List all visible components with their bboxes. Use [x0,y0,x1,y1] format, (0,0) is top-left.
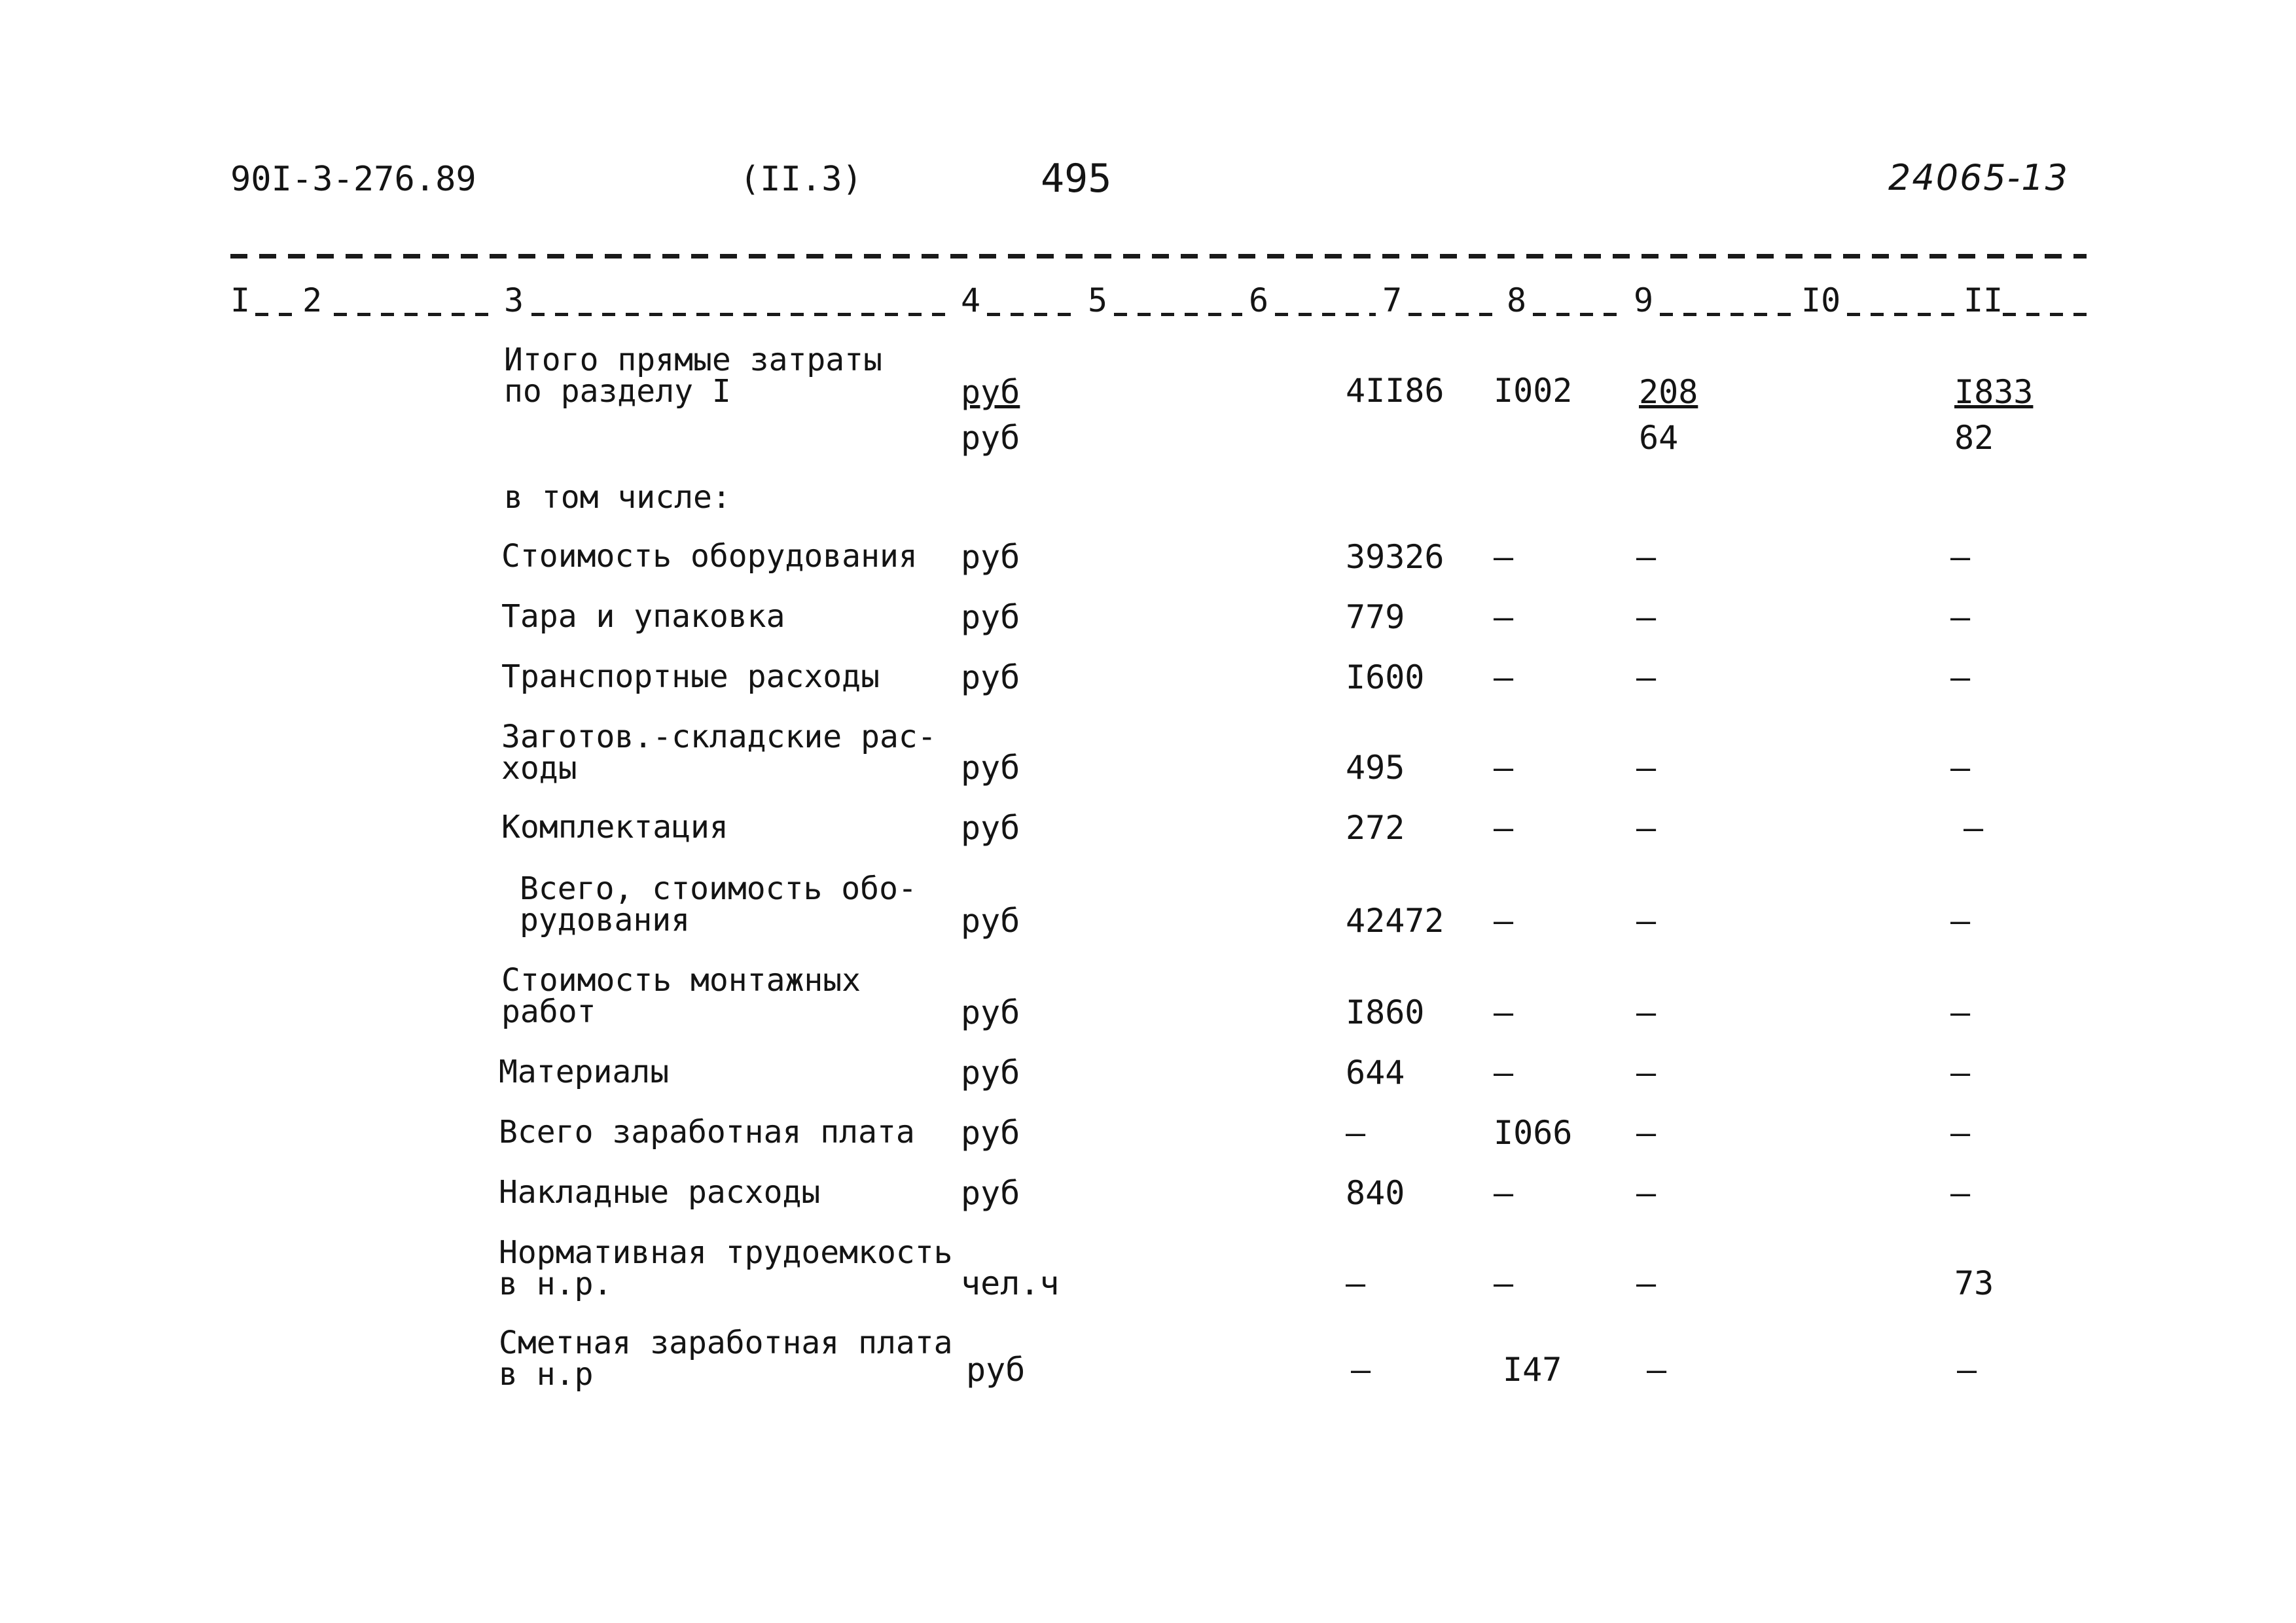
unit-cell: руб [961,598,1020,636]
column-8-cell: I066 [1494,1114,1573,1152]
row-label: Материалы [499,1054,670,1090]
row-label: Стоимость монтажных работ [501,962,861,1030]
column-9-cell: – [1636,1114,1657,1152]
handwritten-reference: 24065-13 [1888,157,2069,198]
column-9-cell: – [1636,993,1657,1031]
row-label: Нормативная трудоемкость в н.р. [499,1234,953,1302]
column-11-cell: – [1950,658,1971,696]
column-7-cell: 495 [1346,749,1405,787]
column-8-cell: – [1494,993,1514,1031]
unit-cell: руб [961,538,1020,576]
column-11-cell: – [1950,538,1971,576]
column-11-cell: – [1950,1114,1971,1152]
column-9-cell: – [1636,598,1657,636]
column-divider [531,313,950,316]
column-11-cell: – [1950,1174,1971,1212]
column-9-cell-secondary: 64 [1639,419,1679,457]
column-11-cell: I833 [1954,373,2034,411]
row-label: Тара и упаковка [501,598,785,635]
column-9-cell: – [1636,538,1657,576]
column-11-cell: – [1964,809,1984,847]
column-divider [2003,313,2087,316]
column-divider [1660,313,1795,316]
row-label: Всего, стоимость обо- рудования [520,870,917,938]
column-8-cell: – [1494,1054,1514,1092]
column-7-cell: – [1346,1114,1366,1152]
column-7-cell: 272 [1346,809,1405,847]
column-number: 9 [1634,281,1654,319]
column-number: 4 [961,281,981,319]
column-divider [255,313,295,316]
unit-cell: руб [961,373,1020,411]
column-7-cell: – [1346,1264,1366,1302]
column-divider [334,313,497,316]
column-9-cell: – [1636,902,1657,940]
column-8-cell: – [1494,902,1514,940]
column-9-cell: – [1647,1351,1667,1389]
column-number: 8 [1507,281,1527,319]
column-8-cell: I002 [1494,372,1573,410]
unit-cell: руб [961,1054,1020,1092]
column-number: 6 [1249,281,1269,319]
column-number: II [1964,281,2003,319]
column-divider [1533,313,1627,316]
row-label: Стоимость оборудования [501,538,918,575]
column-7-cell: 42472 [1346,902,1444,940]
column-11-cell-secondary: 82 [1954,419,1994,457]
column-11-cell: – [1950,749,1971,787]
column-7-cell: 779 [1346,598,1405,636]
column-9-cell: – [1636,1054,1657,1092]
column-7-cell: 840 [1346,1174,1405,1212]
column-7-cell: I860 [1346,993,1425,1031]
column-7-cell: 39326 [1346,538,1444,576]
column-8-cell: I47 [1503,1351,1562,1389]
unit-cell: руб [961,658,1020,696]
column-7-cell: 644 [1346,1054,1405,1092]
unit-cell: руб [961,1114,1020,1152]
column-divider [1275,313,1376,316]
column-number: 5 [1088,281,1108,319]
column-divider [987,313,1081,316]
unit-cell-secondary: руб [961,419,1020,457]
column-8-cell: – [1494,598,1514,636]
column-7-cell: – [1351,1351,1371,1389]
unit-cell: чел.ч [961,1264,1060,1302]
column-8-cell: – [1494,1264,1514,1302]
page-number: 495 [1041,156,1112,202]
column-11-cell: – [1957,1351,1977,1389]
column-11-cell: – [1950,1054,1971,1092]
column-11-cell: – [1950,902,1971,940]
column-7-cell: 4II86 [1346,372,1444,410]
section-number: (II.3) [740,160,863,199]
row-label: Сметная заработная плата в н.р [499,1325,953,1393]
unit-cell: руб [966,1351,1026,1389]
column-9-cell: 208 [1639,373,1698,411]
row-label: Транспортные расходы [501,658,880,695]
row-label: Накладные расходы [499,1174,821,1211]
document-code: 90I-3-276.89 [230,160,476,199]
column-8-cell: – [1494,538,1514,576]
row-label: Заготов.-складские рас- ходы [501,719,937,787]
unit-cell: руб [961,902,1020,940]
column-number: 3 [504,281,524,319]
column-8-cell: – [1494,749,1514,787]
column-divider [1408,313,1500,316]
column-8-cell: – [1494,1174,1514,1212]
column-11-cell: 73 [1954,1264,1994,1302]
column-8-cell: – [1494,809,1514,847]
column-9-cell: – [1636,1174,1657,1212]
column-divider [1847,313,1957,316]
unit-cell: руб [961,993,1020,1031]
column-9-cell: – [1636,658,1657,696]
column-11-cell: – [1950,993,1971,1031]
row-label: Итого прямые затраты по разделу I [504,342,882,410]
column-divider [1114,313,1242,316]
column-9-cell: – [1636,749,1657,787]
column-7-cell: I600 [1346,658,1425,696]
row-label: Всего заработная плата [499,1114,915,1150]
row-label: Комплектация [501,809,728,846]
column-8-cell: – [1494,658,1514,696]
column-9-cell: – [1636,809,1657,847]
column-9-cell: – [1636,1264,1657,1302]
unit-cell: руб [961,749,1020,787]
unit-cell: руб [961,809,1020,847]
column-11-cell: – [1950,598,1971,636]
column-number: I [230,281,251,319]
row-label: в том числе: [504,479,731,516]
unit-cell: руб [961,1174,1020,1212]
column-number: I0 [1801,281,1841,319]
header-separator [230,254,2087,259]
column-number: 7 [1382,281,1403,319]
column-number: 2 [302,281,323,319]
